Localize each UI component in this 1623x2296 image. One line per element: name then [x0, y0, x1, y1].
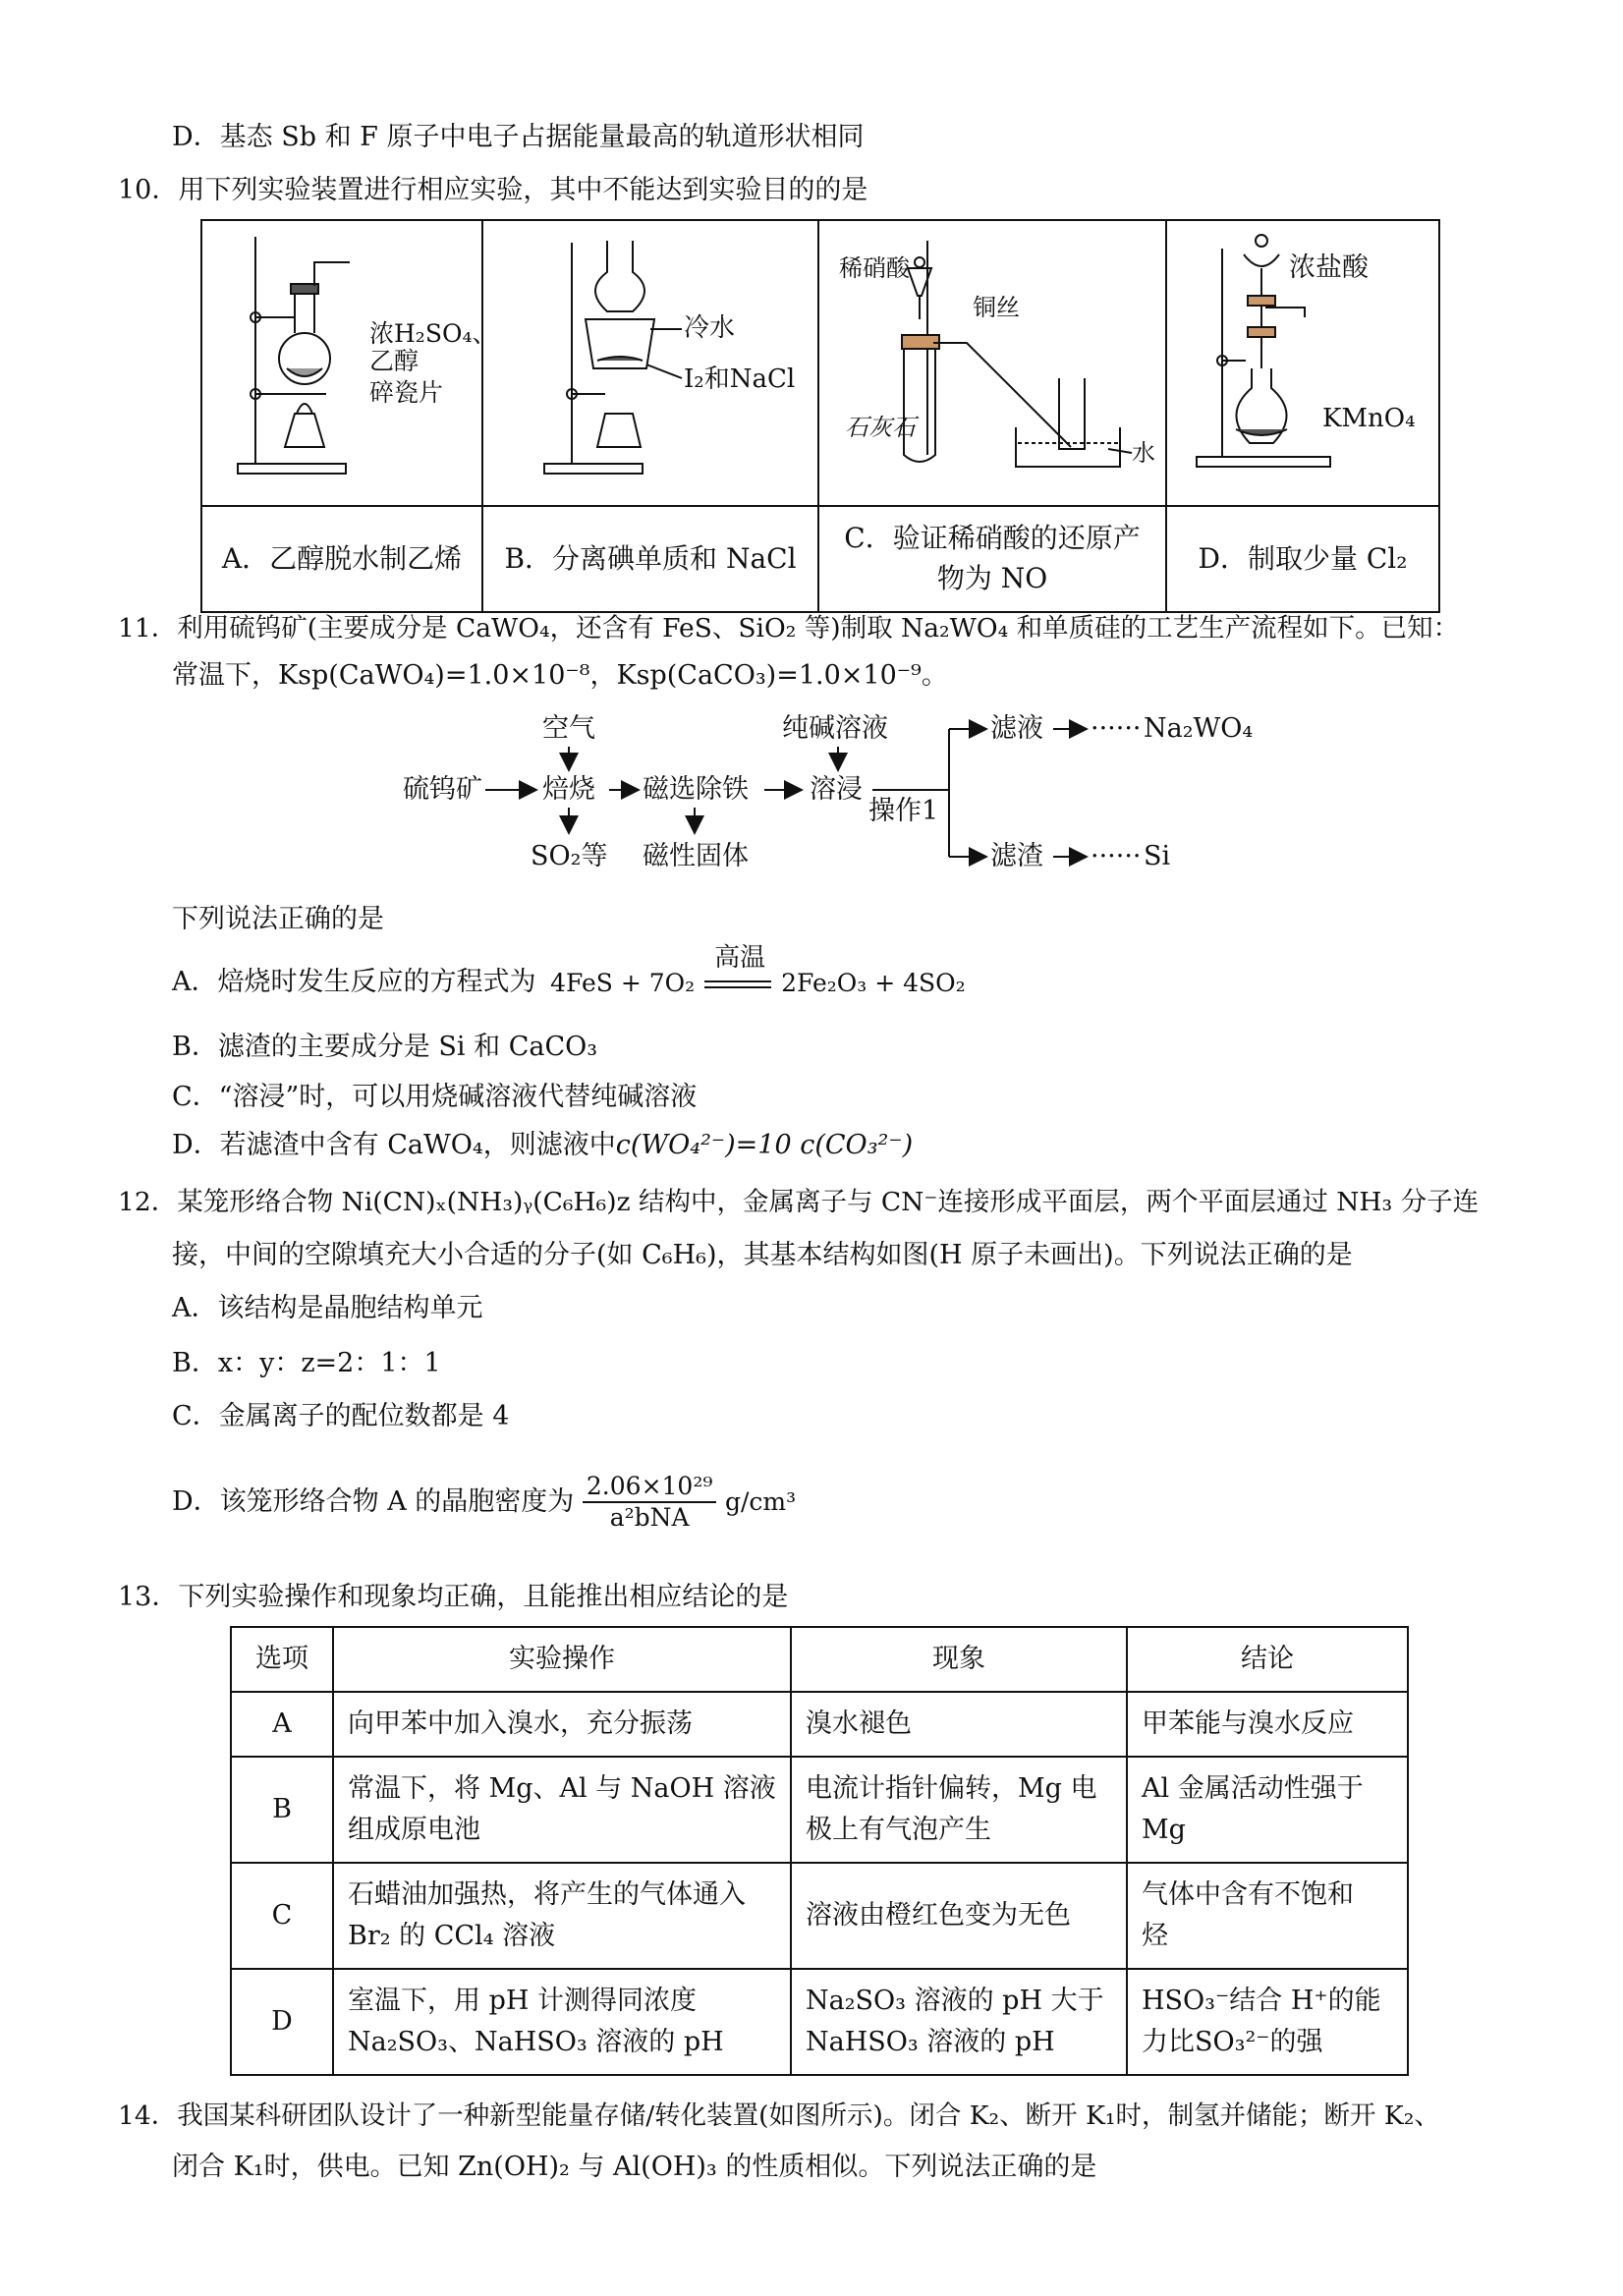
- density-fraction: $\frac{\text{2.06×10²⁹}}{\text{a²bNA}}$: [583, 1472, 716, 1533]
- flow-so2: SO₂等: [531, 841, 608, 871]
- table-header-row: [231, 1627, 1408, 1692]
- apparatus-table: [200, 219, 1440, 613]
- q11-option-a: A．焙烧时发生反应的方程式为 4FeS + 7O₂ 高温 2Fe₂O₃ + 4SO₂: [172, 943, 966, 997]
- q11-ask: 下列说法正确的是: [172, 904, 384, 934]
- label-c-nitric: 稀硝酸: [839, 254, 910, 282]
- label-a-acid: 浓H₂SO₄、: [369, 319, 497, 348]
- label-c-copper: 铜丝: [973, 294, 1020, 321]
- q12-option-d: D．该笼形络合物 A 的晶胞密度为 $\frac{\text{2.06×10²⁹}}{\text{a²bNA}}$ g/cm³: [172, 1472, 797, 1532]
- apparatus-a-cell: [201, 220, 497, 506]
- flow-ore: 硫钨矿: [403, 774, 482, 805]
- apparatus-a-figure: [202, 221, 481, 498]
- flow-air: 空气: [542, 713, 595, 744]
- q12-stem-1: 12．某笼形络合物 Ni(CN)ₓ(NH₃)ᵧ(C₆H₆)z 结构中，金属离子与 CN⁻连接形成平面层，两个平面层通过 NH₃ 分子连: [118, 1187, 1480, 1217]
- q11-option-b: B．滤渣的主要成分是 Si 和 CaCO₃: [172, 1032, 598, 1062]
- table-row: B 常温下，将 Mg、Al 与 NaOH 溶液 组成原电池 电流计指针偏转，Mg 电 极上有气泡产生 Al 金属活动性强于 Mg: [231, 1757, 1408, 1863]
- caption-d: D．制取少量 Cl₂: [1166, 506, 1439, 612]
- q12-option-a: A．该结构是晶胞结构单元: [172, 1293, 483, 1323]
- flow-dots-top: ······: [1091, 713, 1142, 744]
- flow-na2wo4: Na₂WO₄: [1144, 713, 1254, 744]
- q13-stem: 13．下列实验操作和现象均正确，且能推出相应结论的是: [118, 1582, 789, 1612]
- apparatus-b-cell: [482, 220, 818, 506]
- q14-stem-2: 闭合 K₁时，供电。已知 Zn(OH)₂ 与 Al(OH)₃ 的性质相似。下列说法正确的是: [172, 2152, 1097, 2182]
- flow-operation-1: 操作1: [868, 796, 939, 826]
- q14-stem-1: 14．我国某科研团队设计了一种新型能量存储/转化装置(如图所示)。闭合 K₂、断开 K₁时，制氢并储能；断开 K₂、: [118, 2100, 1440, 2131]
- apparatus-b-figure: [483, 221, 817, 498]
- label-c-water: 水: [1132, 439, 1155, 467]
- header-conclusion: 结论: [1127, 1627, 1408, 1692]
- results-table: [230, 1626, 1409, 2076]
- q12-option-c: C．金属离子的配位数都是 4: [172, 1401, 510, 1431]
- q12-stem-2: 接，中间的空隙填充大小合适的分子(如 C₆H₆)，其基本结构如图(H 原子未画出)。下列说法正确的是: [172, 1240, 1353, 1270]
- apparatus-d-cell: [1166, 220, 1439, 506]
- flow-soda-solution: 纯碱溶液: [782, 713, 888, 744]
- label-d-hcl: 浓盐酸: [1289, 252, 1369, 283]
- label-b-mixture: I₂和NaCl: [684, 364, 796, 394]
- flow-roast: 焙烧: [542, 774, 595, 805]
- q11-option-d: D．若滤渣中含有 CaWO₄，则滤液中c(WO₄²⁻)=10 c(CO₃²⁻): [172, 1130, 914, 1160]
- caption-a: A．乙醇脱水制乙烯: [201, 506, 482, 612]
- table-row: A 向甲苯中加入溴水，充分振荡 溴水褪色 甲苯能与溴水反应: [231, 1692, 1408, 1757]
- table-row: C 石蜡油加强热，将产生的气体通入 Br₂ 的 CCl₄ 溶液 溶液由橙红色变为无色 气体中含有不饱和 烃: [231, 1863, 1408, 1969]
- q10-stem: 10．用下列实验装置进行相应实验，其中不能达到实验目的的是: [118, 175, 868, 205]
- q11-stem-2: 常温下，Ksp(CaWO₄)=1.0×10⁻⁸，Ksp(CaCO₃)=1.0×10⁻⁹。: [172, 660, 948, 691]
- header-operation: 实验操作: [333, 1627, 791, 1692]
- q9-option-d: D．基态 Sb 和 F 原子中电子占据能量最高的轨道形状相同: [172, 122, 865, 152]
- flow-magnetic-solid: 磁性固体: [643, 841, 749, 871]
- label-a-ethanol: 乙醇: [369, 347, 420, 375]
- q12-option-b: B．x：y：z=2：1：1: [172, 1348, 441, 1378]
- flow-magnetic-separation: 磁选除铁: [643, 774, 749, 805]
- label-d-kmno4: KMnO₄: [1322, 404, 1416, 433]
- flow-filtrate: 滤液: [990, 713, 1043, 744]
- caption-c: C．验证稀硝酸的还原产 物为 NO: [818, 506, 1166, 612]
- header-phenomenon: 现象: [791, 1627, 1127, 1692]
- label-c-limestone: 石灰石: [845, 414, 916, 441]
- label-b-coldwater: 冷水: [684, 313, 736, 343]
- apparatus-c-cell: [818, 220, 1166, 506]
- header-option: 选项: [231, 1627, 333, 1692]
- flow-residue: 滤渣: [990, 841, 1043, 871]
- caption-b: B．分离碘单质和 NaCl: [482, 506, 818, 612]
- flow-leach: 溶浸: [810, 774, 863, 805]
- label-a-chips: 碎瓷片: [369, 378, 444, 407]
- flow-si: Si: [1144, 841, 1171, 871]
- flow-dots-bottom: ······: [1091, 841, 1142, 871]
- q11-option-c: C．“溶浸”时，可以用烧碱溶液代替纯碱溶液: [172, 1082, 698, 1112]
- q11-stem-1: 11．利用硫钨矿(主要成分是 CaWO₄，还含有 FeS、SiO₂ 等)制取 Na₂WO₄ 和单质硅的工艺生产流程如下。已知：: [118, 613, 1460, 644]
- q11-equation: 4FeS + 7O₂ 高温 2Fe₂O₃ + 4SO₂: [550, 943, 966, 997]
- table-row: D 室温下，用 pH 计测得同浓度 Na₂SO₃、NaHSO₃ 溶液的 pH Na₂SO₃ 溶液的 pH 大于 NaHSO₃ 溶液的 pH HSO₃⁻结合 H⁺的能 力比SO₃²⁻的强: [231, 1969, 1408, 2075]
